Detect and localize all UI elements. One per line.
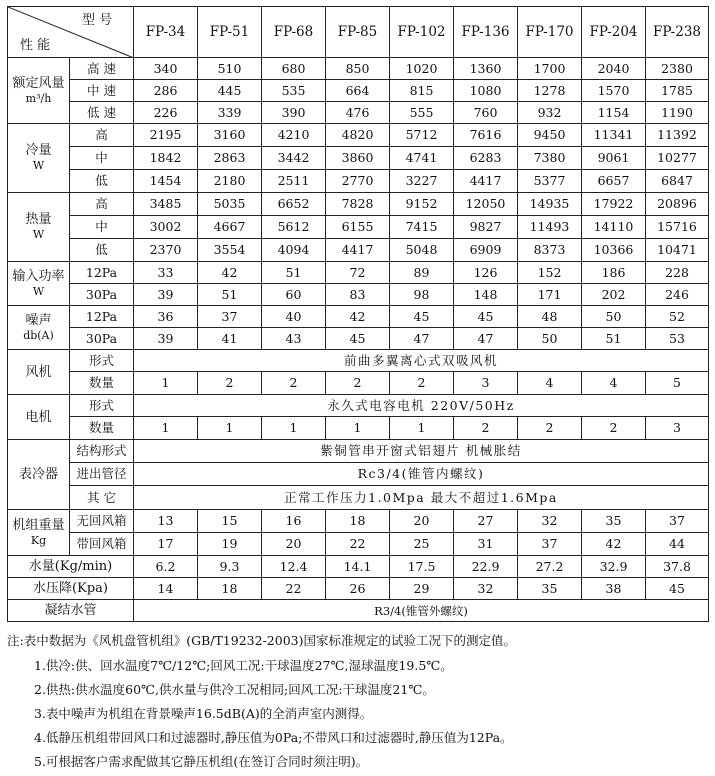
note-3: 3.表中噪声为机组在背景噪声16.5dB(A)的全消声室内测得。 — [34, 706, 373, 721]
coil-other-value: 正常工作压力1.0Mpa 最大不超过1.6Mpa — [134, 486, 709, 510]
value-cell: 37.8 — [646, 556, 709, 578]
value-cell: 664 — [326, 80, 390, 102]
model-header-cell: FP-238 — [646, 7, 709, 58]
value-cell: 42 — [326, 306, 390, 328]
value-cell: 5048 — [390, 239, 454, 262]
value-cell: 3442 — [262, 147, 326, 170]
value-cell: 10366 — [582, 239, 646, 262]
value-cell: 2 — [198, 372, 262, 395]
value-cell: 4820 — [326, 124, 390, 147]
value-cell: 7616 — [454, 124, 518, 147]
value-cell: 39 — [134, 328, 198, 350]
value-cell: 6909 — [454, 239, 518, 262]
value-cell: 10277 — [646, 147, 709, 170]
value-cell: 1 — [134, 417, 198, 440]
value-cell: 45 — [390, 306, 454, 328]
motor-label: 电机 — [25, 409, 52, 425]
value-cell: 5712 — [390, 124, 454, 147]
value-cell: 2511 — [262, 170, 326, 193]
value-cell: 27 — [454, 510, 518, 533]
value-cell: 8373 — [518, 239, 582, 262]
header-row — [8, 7, 709, 58]
value-cell: 35 — [518, 578, 582, 600]
value-cell: 3160 — [198, 124, 262, 147]
value-cell: 3 — [646, 417, 709, 440]
value-cell: 42 — [198, 262, 262, 284]
value-cell: 2 — [582, 417, 646, 440]
airflow-group-label — [8, 58, 70, 124]
note-4: 4.低静压机组带回风口和过滤器时,静压值为0Pa;不带风口和过滤器时,静压值为12Pa。 — [34, 730, 513, 745]
airflow-row — [8, 102, 709, 124]
power-row — [8, 262, 709, 284]
value-cell: 14.1 — [326, 556, 390, 578]
value-cell: 32 — [518, 510, 582, 533]
value-cell: 18 — [326, 510, 390, 533]
value-cell: 1842 — [134, 147, 198, 170]
heating-label: 热量 — [25, 212, 52, 227]
value-cell: 340 — [134, 58, 198, 80]
heating-sub-label: 高 — [70, 193, 134, 216]
value-cell: 52 — [646, 306, 709, 328]
condensate-value: R3/4(锥管外螺纹) — [134, 600, 709, 622]
value-cell: 15 — [198, 510, 262, 533]
value-cell: 11493 — [518, 216, 582, 239]
power-sub-label: 30Pa — [70, 284, 134, 306]
value-cell: 4094 — [262, 239, 326, 262]
value-cell: 4417 — [454, 170, 518, 193]
value-cell: 2863 — [198, 147, 262, 170]
noise-label: 噪声 — [25, 312, 52, 328]
value-cell: 14110 — [582, 216, 646, 239]
value-cell: 17922 — [582, 193, 646, 216]
value-cell: 12050 — [454, 193, 518, 216]
value-cell: 47 — [390, 328, 454, 350]
value-cell: 17 — [134, 533, 198, 556]
fan-qty-row — [8, 372, 709, 395]
value-cell: 510 — [198, 58, 262, 80]
header-corner-cell — [8, 7, 134, 58]
value-cell: 45 — [454, 306, 518, 328]
value-cell: 20 — [262, 533, 326, 556]
value-cell: 1570 — [582, 80, 646, 102]
airflow-label: 额定风量 — [12, 75, 65, 91]
value-cell: 25 — [390, 533, 454, 556]
motor-qty-row — [8, 417, 709, 440]
value-cell: 1154 — [582, 102, 646, 124]
noise-sub-label: 12Pa — [70, 306, 134, 328]
value-cell: 5035 — [198, 193, 262, 216]
value-cell: 932 — [518, 102, 582, 124]
power-sub-label: 12Pa — [70, 262, 134, 284]
value-cell: 2380 — [646, 58, 709, 80]
value-cell: 6.2 — [134, 556, 198, 578]
coil-pipe-row — [8, 463, 709, 486]
power-label: 输入功率 — [12, 268, 65, 284]
value-cell: 850 — [326, 58, 390, 80]
water-drop-row — [8, 578, 709, 600]
fan-label: 风机 — [25, 364, 52, 380]
value-cell: 3227 — [390, 170, 454, 193]
heating-sub-label: 中 — [70, 216, 134, 239]
model-header-cell: FP-51 — [198, 7, 262, 58]
power-row — [8, 284, 709, 306]
coil-label: 表冷器 — [18, 467, 58, 482]
value-cell: 89 — [390, 262, 454, 284]
value-cell: 9061 — [582, 147, 646, 170]
value-cell: 5612 — [262, 216, 326, 239]
value-cell: 51 — [198, 284, 262, 306]
model-header-cell: FP-68 — [262, 7, 326, 58]
note-1: 1.供冷:供、回水温度7℃/12℃;回风工况:干球温度27℃,湿球温度19.5℃。 — [34, 658, 453, 673]
value-cell: 7380 — [518, 147, 582, 170]
heating-sub-label: 低 — [70, 239, 134, 262]
value-cell: 202 — [582, 284, 646, 306]
heating-group-label — [8, 193, 70, 262]
value-cell: 26 — [326, 578, 390, 600]
airflow-row — [8, 80, 709, 102]
value-cell: 339 — [198, 102, 262, 124]
value-cell: 1190 — [646, 102, 709, 124]
value-cell: 2195 — [134, 124, 198, 147]
value-cell: 7828 — [326, 193, 390, 216]
motor-form-row — [8, 395, 709, 417]
value-cell: 4417 — [326, 239, 390, 262]
value-cell: 9827 — [454, 216, 518, 239]
value-cell: 27.2 — [518, 556, 582, 578]
value-cell: 35 — [582, 510, 646, 533]
heating-row — [8, 239, 709, 262]
value-cell: 51 — [582, 328, 646, 350]
value-cell: 33 — [134, 262, 198, 284]
value-cell: 43 — [262, 328, 326, 350]
value-cell: 98 — [390, 284, 454, 306]
value-cell: 390 — [262, 102, 326, 124]
value-cell: 246 — [646, 284, 709, 306]
airflow-sub-label: 高 速 — [70, 58, 134, 80]
value-cell: 1 — [390, 417, 454, 440]
condensate-label: 凝结水管 — [8, 600, 134, 622]
value-cell: 48 — [518, 306, 582, 328]
value-cell: 9.3 — [198, 556, 262, 578]
value-cell: 14 — [134, 578, 198, 600]
value-cell: 4667 — [198, 216, 262, 239]
power-group-label — [8, 262, 70, 306]
value-cell: 31 — [454, 533, 518, 556]
value-cell: 6847 — [646, 170, 709, 193]
value-cell: 152 — [518, 262, 582, 284]
value-cell: 171 — [518, 284, 582, 306]
noise-unit: db(A) — [23, 328, 54, 342]
value-cell: 815 — [390, 80, 454, 102]
value-cell: 45 — [326, 328, 390, 350]
value-cell: 1454 — [134, 170, 198, 193]
value-cell: 19 — [198, 533, 262, 556]
motor-form-value: 永久式电容电机 220V/50Hz — [134, 395, 709, 417]
value-cell: 11341 — [582, 124, 646, 147]
value-cell: 39 — [134, 284, 198, 306]
value-cell: 535 — [262, 80, 326, 102]
weight-row — [8, 510, 709, 533]
coil-structure-label: 结构形式 — [70, 440, 134, 463]
value-cell: 9450 — [518, 124, 582, 147]
motor-form-label: 形式 — [70, 395, 134, 417]
cooling-row — [8, 147, 709, 170]
value-cell: 12.4 — [262, 556, 326, 578]
airflow-sub-label: 低 速 — [70, 102, 134, 124]
value-cell: 476 — [326, 102, 390, 124]
cooling-sub-label: 中 — [70, 147, 134, 170]
value-cell: 680 — [262, 58, 326, 80]
model-header-cell: FP-204 — [582, 7, 646, 58]
value-cell: 13 — [134, 510, 198, 533]
value-cell: 47 — [454, 328, 518, 350]
value-cell: 2 — [454, 417, 518, 440]
value-cell: 4210 — [262, 124, 326, 147]
value-cell: 32.9 — [582, 556, 646, 578]
value-cell: 44 — [646, 533, 709, 556]
fan-form-label: 形式 — [70, 350, 134, 372]
value-cell: 36 — [134, 306, 198, 328]
noise-sub-label: 30Pa — [70, 328, 134, 350]
value-cell: 3860 — [326, 147, 390, 170]
heating-unit: W — [32, 228, 45, 241]
value-cell: 4 — [518, 372, 582, 395]
value-cell: 1 — [134, 372, 198, 395]
value-cell: 37 — [198, 306, 262, 328]
value-cell: 2040 — [582, 58, 646, 80]
value-cell: 40 — [262, 306, 326, 328]
value-cell: 16 — [262, 510, 326, 533]
value-cell: 17.5 — [390, 556, 454, 578]
motor-qty-label: 数量 — [70, 417, 134, 440]
value-cell: 32 — [454, 578, 518, 600]
value-cell: 2 — [390, 372, 454, 395]
coil-structure-value: 紫铜管串开窗式铝翅片 机械胀结 — [134, 440, 709, 463]
value-cell: 50 — [518, 328, 582, 350]
value-cell: 22 — [326, 533, 390, 556]
value-cell: 1020 — [390, 58, 454, 80]
cooling-row — [8, 170, 709, 193]
cooling-row — [8, 124, 709, 147]
spec-table-body — [8, 7, 709, 622]
model-label: 型 号 — [82, 13, 113, 28]
value-cell: 2770 — [326, 170, 390, 193]
value-cell: 2180 — [198, 170, 262, 193]
model-header-cell: FP-102 — [390, 7, 454, 58]
value-cell: 2 — [518, 417, 582, 440]
weight-sub-label: 带回风箱 — [70, 533, 134, 556]
value-cell: 445 — [198, 80, 262, 102]
weight-label: 机组重量 — [12, 517, 65, 533]
value-cell: 555 — [390, 102, 454, 124]
value-cell: 1080 — [454, 80, 518, 102]
value-cell: 50 — [582, 306, 646, 328]
value-cell: 5 — [646, 372, 709, 395]
airflow-row — [8, 58, 709, 80]
model-header-cell: FP-170 — [518, 7, 582, 58]
value-cell: 1 — [326, 417, 390, 440]
heating-row — [8, 193, 709, 216]
value-cell: 29 — [390, 578, 454, 600]
fan-form-value: 前曲多翼离心式双吸风机 — [134, 350, 709, 372]
spec-table — [7, 6, 709, 622]
value-cell: 83 — [326, 284, 390, 306]
model-header-cell: FP-34 — [134, 7, 198, 58]
weight-sub-label: 无回风箱 — [70, 510, 134, 533]
value-cell: 18 — [198, 578, 262, 600]
value-cell: 51 — [262, 262, 326, 284]
value-cell: 38 — [582, 578, 646, 600]
value-cell: 186 — [582, 262, 646, 284]
value-cell: 1700 — [518, 58, 582, 80]
performance-label: 性 能 — [20, 38, 51, 53]
value-cell: 226 — [134, 102, 198, 124]
value-cell: 760 — [454, 102, 518, 124]
value-cell: 20 — [390, 510, 454, 533]
coil-other-label: 其 它 — [70, 486, 134, 510]
value-cell: 228 — [646, 262, 709, 284]
water-drop-label: 水压降(Kpa) — [8, 578, 134, 600]
value-cell: 45 — [646, 578, 709, 600]
value-cell: 6155 — [326, 216, 390, 239]
value-cell: 1 — [262, 417, 326, 440]
value-cell: 22.9 — [454, 556, 518, 578]
value-cell: 6652 — [262, 193, 326, 216]
value-cell: 2370 — [134, 239, 198, 262]
value-cell: 1278 — [518, 80, 582, 102]
cooling-label: 冷量 — [25, 143, 52, 158]
cooling-sub-label: 低 — [70, 170, 134, 193]
value-cell: 2 — [262, 372, 326, 395]
weight-group-label — [8, 510, 70, 556]
value-cell: 126 — [454, 262, 518, 284]
model-header-cell: FP-85 — [326, 7, 390, 58]
motor-group-label — [8, 395, 70, 440]
coil-other-row — [8, 486, 709, 510]
value-cell: 37 — [646, 510, 709, 533]
cooling-group-label — [8, 124, 70, 193]
fan-group-label — [8, 350, 70, 395]
value-cell: 37 — [518, 533, 582, 556]
water-flow-label: 水量(Kg/min) — [8, 556, 134, 578]
value-cell: 3554 — [198, 239, 262, 262]
noise-row — [8, 328, 709, 350]
weight-row — [8, 533, 709, 556]
value-cell: 3002 — [134, 216, 198, 239]
weight-unit: Kg — [30, 533, 47, 547]
value-cell: 1785 — [646, 80, 709, 102]
airflow-unit: m³/h — [25, 91, 52, 105]
value-cell: 41 — [198, 328, 262, 350]
value-cell: 6283 — [454, 147, 518, 170]
value-cell: 60 — [262, 284, 326, 306]
heating-row — [8, 216, 709, 239]
value-cell: 3485 — [134, 193, 198, 216]
coil-group-label — [8, 440, 70, 510]
model-header-cell: FP-136 — [454, 7, 518, 58]
value-cell: 1360 — [454, 58, 518, 80]
fan-form-row — [8, 350, 709, 372]
value-cell: 9152 — [390, 193, 454, 216]
power-unit: W — [32, 284, 45, 298]
value-cell: 5377 — [518, 170, 582, 193]
value-cell: 3 — [454, 372, 518, 395]
airflow-sub-label: 中 速 — [70, 80, 134, 102]
note-main: 注:表中数据为《风机盘管机组》(GB/T19232-2003)国家标准规定的试验工况下的测定值。 — [7, 633, 516, 648]
value-cell: 1 — [198, 417, 262, 440]
note-2: 2.供热:供水温度60℃,供水量与供冷工况相同;回风工况:干球温度21℃。 — [34, 682, 435, 697]
value-cell: 22 — [262, 578, 326, 600]
water-flow-row — [8, 556, 709, 578]
coil-pipe-label: 进出管径 — [70, 463, 134, 486]
value-cell: 286 — [134, 80, 198, 102]
coil-pipe-value: Rc3/4(锥管内螺纹) — [134, 463, 709, 486]
value-cell: 72 — [326, 262, 390, 284]
value-cell: 148 — [454, 284, 518, 306]
value-cell: 4 — [582, 372, 646, 395]
value-cell: 11392 — [646, 124, 709, 147]
condensate-row — [8, 600, 709, 622]
cooling-unit: W — [32, 159, 45, 172]
coil-structure-row — [8, 440, 709, 463]
value-cell: 14935 — [518, 193, 582, 216]
fan-qty-label: 数量 — [70, 372, 134, 395]
value-cell: 53 — [646, 328, 709, 350]
value-cell: 6657 — [582, 170, 646, 193]
note-5: 5.可根据客户需求配做其它静压机组(在签订合同时须注明)。 — [34, 754, 369, 769]
value-cell: 42 — [582, 533, 646, 556]
value-cell: 7415 — [390, 216, 454, 239]
noise-group-label — [8, 306, 70, 350]
cooling-sub-label: 高 — [70, 124, 134, 147]
noise-row — [8, 306, 709, 328]
value-cell: 4741 — [390, 147, 454, 170]
value-cell: 15716 — [646, 216, 709, 239]
value-cell: 20896 — [646, 193, 709, 216]
value-cell: 2 — [326, 372, 390, 395]
value-cell: 10471 — [646, 239, 709, 262]
